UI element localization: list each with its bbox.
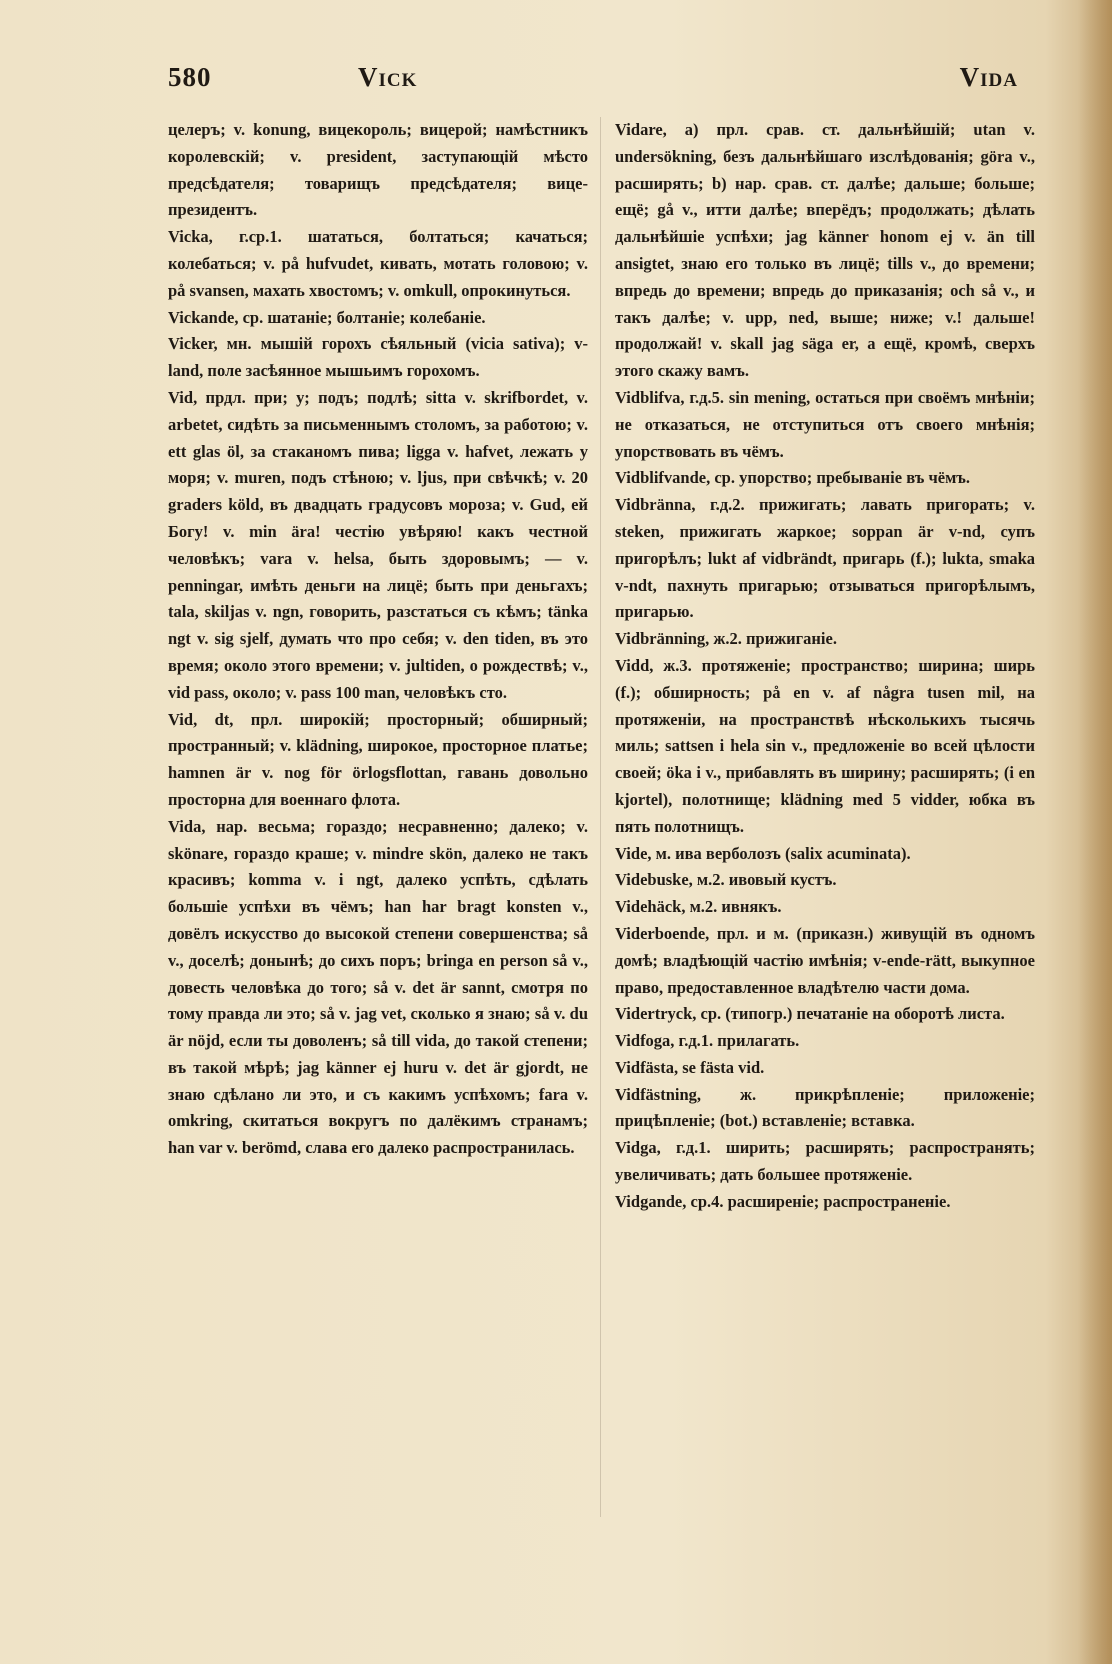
- dictionary-entry: Videbuske, м.2. ивовый кустъ.: [615, 870, 837, 890]
- column-divider: [600, 117, 601, 1517]
- dictionary-entry: Vidbränning, ж.2. прижиганіе.: [615, 629, 837, 649]
- dictionary-entry: Vidfästning, ж. прикрѣпленіе; приложеніе; прицѣпленіе; (bot.) вставленіе; вставка.: [615, 1084, 1035, 1131]
- dictionary-entry: Vid, прдл. при; у; подъ; подлѣ; sitta v. skrifbordet, v. arbetet, сидѣть за письменнымъ столомъ, за работою; v. ett glas öl, за стаканомъ пива; ligga v. hafvet, лежать у моря; v. muren, подъ стѣною; v. ljus, при свѣчкѣ; v. 20 graders köld, въ двадцать градусовъ мороза; v. Gud, ей Богу! v. min ära! честію увѣряю! какъ честной человѣкъ; vara v. helsa, быть здоровымъ; — v. penningar, имѣть деньги на лицё; быть при деньгахъ; tala, skiljas v. ngn, говорить, разстаться съ кѣмъ; tänka ngt v. sig sjelf, думать что про себя; v. den tiden, въ это время; около этого времени; v. jultiden, о рождествѣ; v., vid pass, около; v. pass 100 man, человѣкъ сто.: [168, 387, 588, 702]
- dictionary-entry: Viderboende, прл. и м. (приказн.) живущій въ одномъ домѣ; владѣющій частію имѣнія; v-ende-rätt, выкупное право, предоставленное владѣтелю части дома.: [615, 923, 1035, 997]
- page-header: [168, 62, 1018, 102]
- dictionary-entry: Vidblifva, г.д.5. sin mening, остаться при своёмъ мнѣніи; не отказаться, не отступиться отъ своего мнѣнія; упорствовать въ чёмъ.: [615, 387, 1035, 461]
- dictionary-entry: Vide, м. ива верболозъ (salix acuminata).: [615, 843, 911, 863]
- dictionary-entry: Vidfästa, se fästa vid.: [615, 1057, 765, 1077]
- dictionary-entry: Vidblifvande, ср. упорство; пребываніе въ чёмъ.: [615, 468, 971, 488]
- page-number: 580: [168, 62, 212, 92]
- dictionary-entry: Vidga, г.д.1. ширить; расширять; распространять; увеличивать; дать большее протяженіе.: [615, 1138, 1035, 1185]
- page-edge-shadow: [1078, 0, 1112, 1664]
- left-column: [168, 117, 588, 1162]
- dictionary-entry: Vicker, мн. мышій горохъ сѣяльный (vicia sativa); v-land, поле засѣянное мышьимъ горохомъ.: [168, 334, 588, 381]
- dictionary-entry: целеръ; v. konung, вицекороль; вицерой; намѣстникъ королевскій; v. president, заступающій мѣсто предсѣдателя; товарищъ предсѣдателя; вице-президентъ.: [168, 120, 588, 220]
- dictionary-entry: Vidfoga, г.д.1. прилагать.: [615, 1031, 800, 1051]
- dictionary-entry: Vidgande, ср.4. расширеніе; распространеніе.: [615, 1191, 951, 1211]
- dictionary-entry: Vidare, а) прл. срав. ст. дальнѣйшій; utan v. undersökning, безъ дальнѣйшаго изслѣдованія; göra v., расширять; b) нар. срав. ст. далѣе; дальше; больше; ещё; gå v., итти далѣе; вперёдъ; продолжать; дѣлать дальнѣйшіе успѣхи; jag känner honom ej v. än till ansigtet, знаю его только въ лицё; tills v., до времени; впредь до времени; впредь до приказанія; och så v., и такъ далѣе; v. upp, ned, выше; ниже; v.! дальше! продолжай! v. skall jag säga er, а ещё, кромѣ, сверхъ этого скажу вамъ.: [615, 120, 1035, 381]
- dictionary-entry: Vid, dt, прл. широкій; просторный; обширный; пространный; v. klädning, широкое, просторное платье; hamnen är v. nog för örlogsflottan, гавань довольно просторна для военнаго флота.: [168, 709, 588, 809]
- right-running-head: Vida: [959, 62, 1018, 92]
- dictionary-entry: Vicka, г.ср.1. шататься, болтаться; качаться; колебаться; v. på hufvudet, кивать, мотать головою; v. på svansen, махать хвостомъ; v. omkull, опрокинуться.: [168, 227, 588, 300]
- dictionary-entry: Vickande, ср. шатаніе; болтаніе; колебаніе.: [168, 307, 486, 327]
- right-column: [615, 117, 1035, 1216]
- left-running-head: Vick: [358, 62, 418, 92]
- dictionary-entry: Vidd, ж.3. протяженіе; пространство; ширина; ширь (f.); обширность; på en v. af några tusen mil, на протяженіи, на пространствѣ нѣсколькихъ тысячь миль; sattsen i hela sin v., предложеніе во всей цѣлости своей; öka i v., прибавлять въ ширину; расширять; (i en kjortel), полотнище; klädning med 5 vidder, юбка въ пять полотнищъ.: [615, 655, 1035, 836]
- dictionary-entry: Vidbränna, г.д.2. прижигать; лавать пригорать; v. steken, прижигать жаркое; soppan är v-nd, супъ пригорѣлъ; lukt af vidbrändt, пригарь (f.); lukta, smaka v-ndt, пахнуть пригарью; отзываться пригорѣлымъ, пригарью.: [615, 495, 1036, 622]
- dictionary-entry: Videhäck, м.2. ивнякъ.: [615, 897, 782, 917]
- dictionary-entry: Vida, нар. весьма; гораздо; несравненно; далеко; v. skönare, гораздо краше; v. mindre skön, далеко не такъ красивъ; komma v. i ngt, далеко успѣть, сдѣлать большіе успѣхи въ чёмъ; han har bragt konsten v., довёлъ искусство до высокой степени совершенства; så v., доселѣ; донынѣ; до сихъ поръ; bringa en person så v., довесть человѣка до того; så v. det är sannt, смотря по тому правда ли это; så v. jag vet, сколько я знаю; så v. du är nöjd, если ты доволенъ; så till vida, до такой степени; въ такой мѣрѣ; jag känner ej huru v. det är gjordt, не знаю сдѣлано ли это, и съ какимъ успѣхомъ; fara v. omkring, скитаться вокругъ по далёкимъ странамъ; han var v. berömd, слава его далеко распространилась.: [168, 816, 588, 1158]
- dictionary-entry: Vidertryck, ср. (типогр.) печатаніе на оборотѣ листа.: [615, 1004, 1005, 1024]
